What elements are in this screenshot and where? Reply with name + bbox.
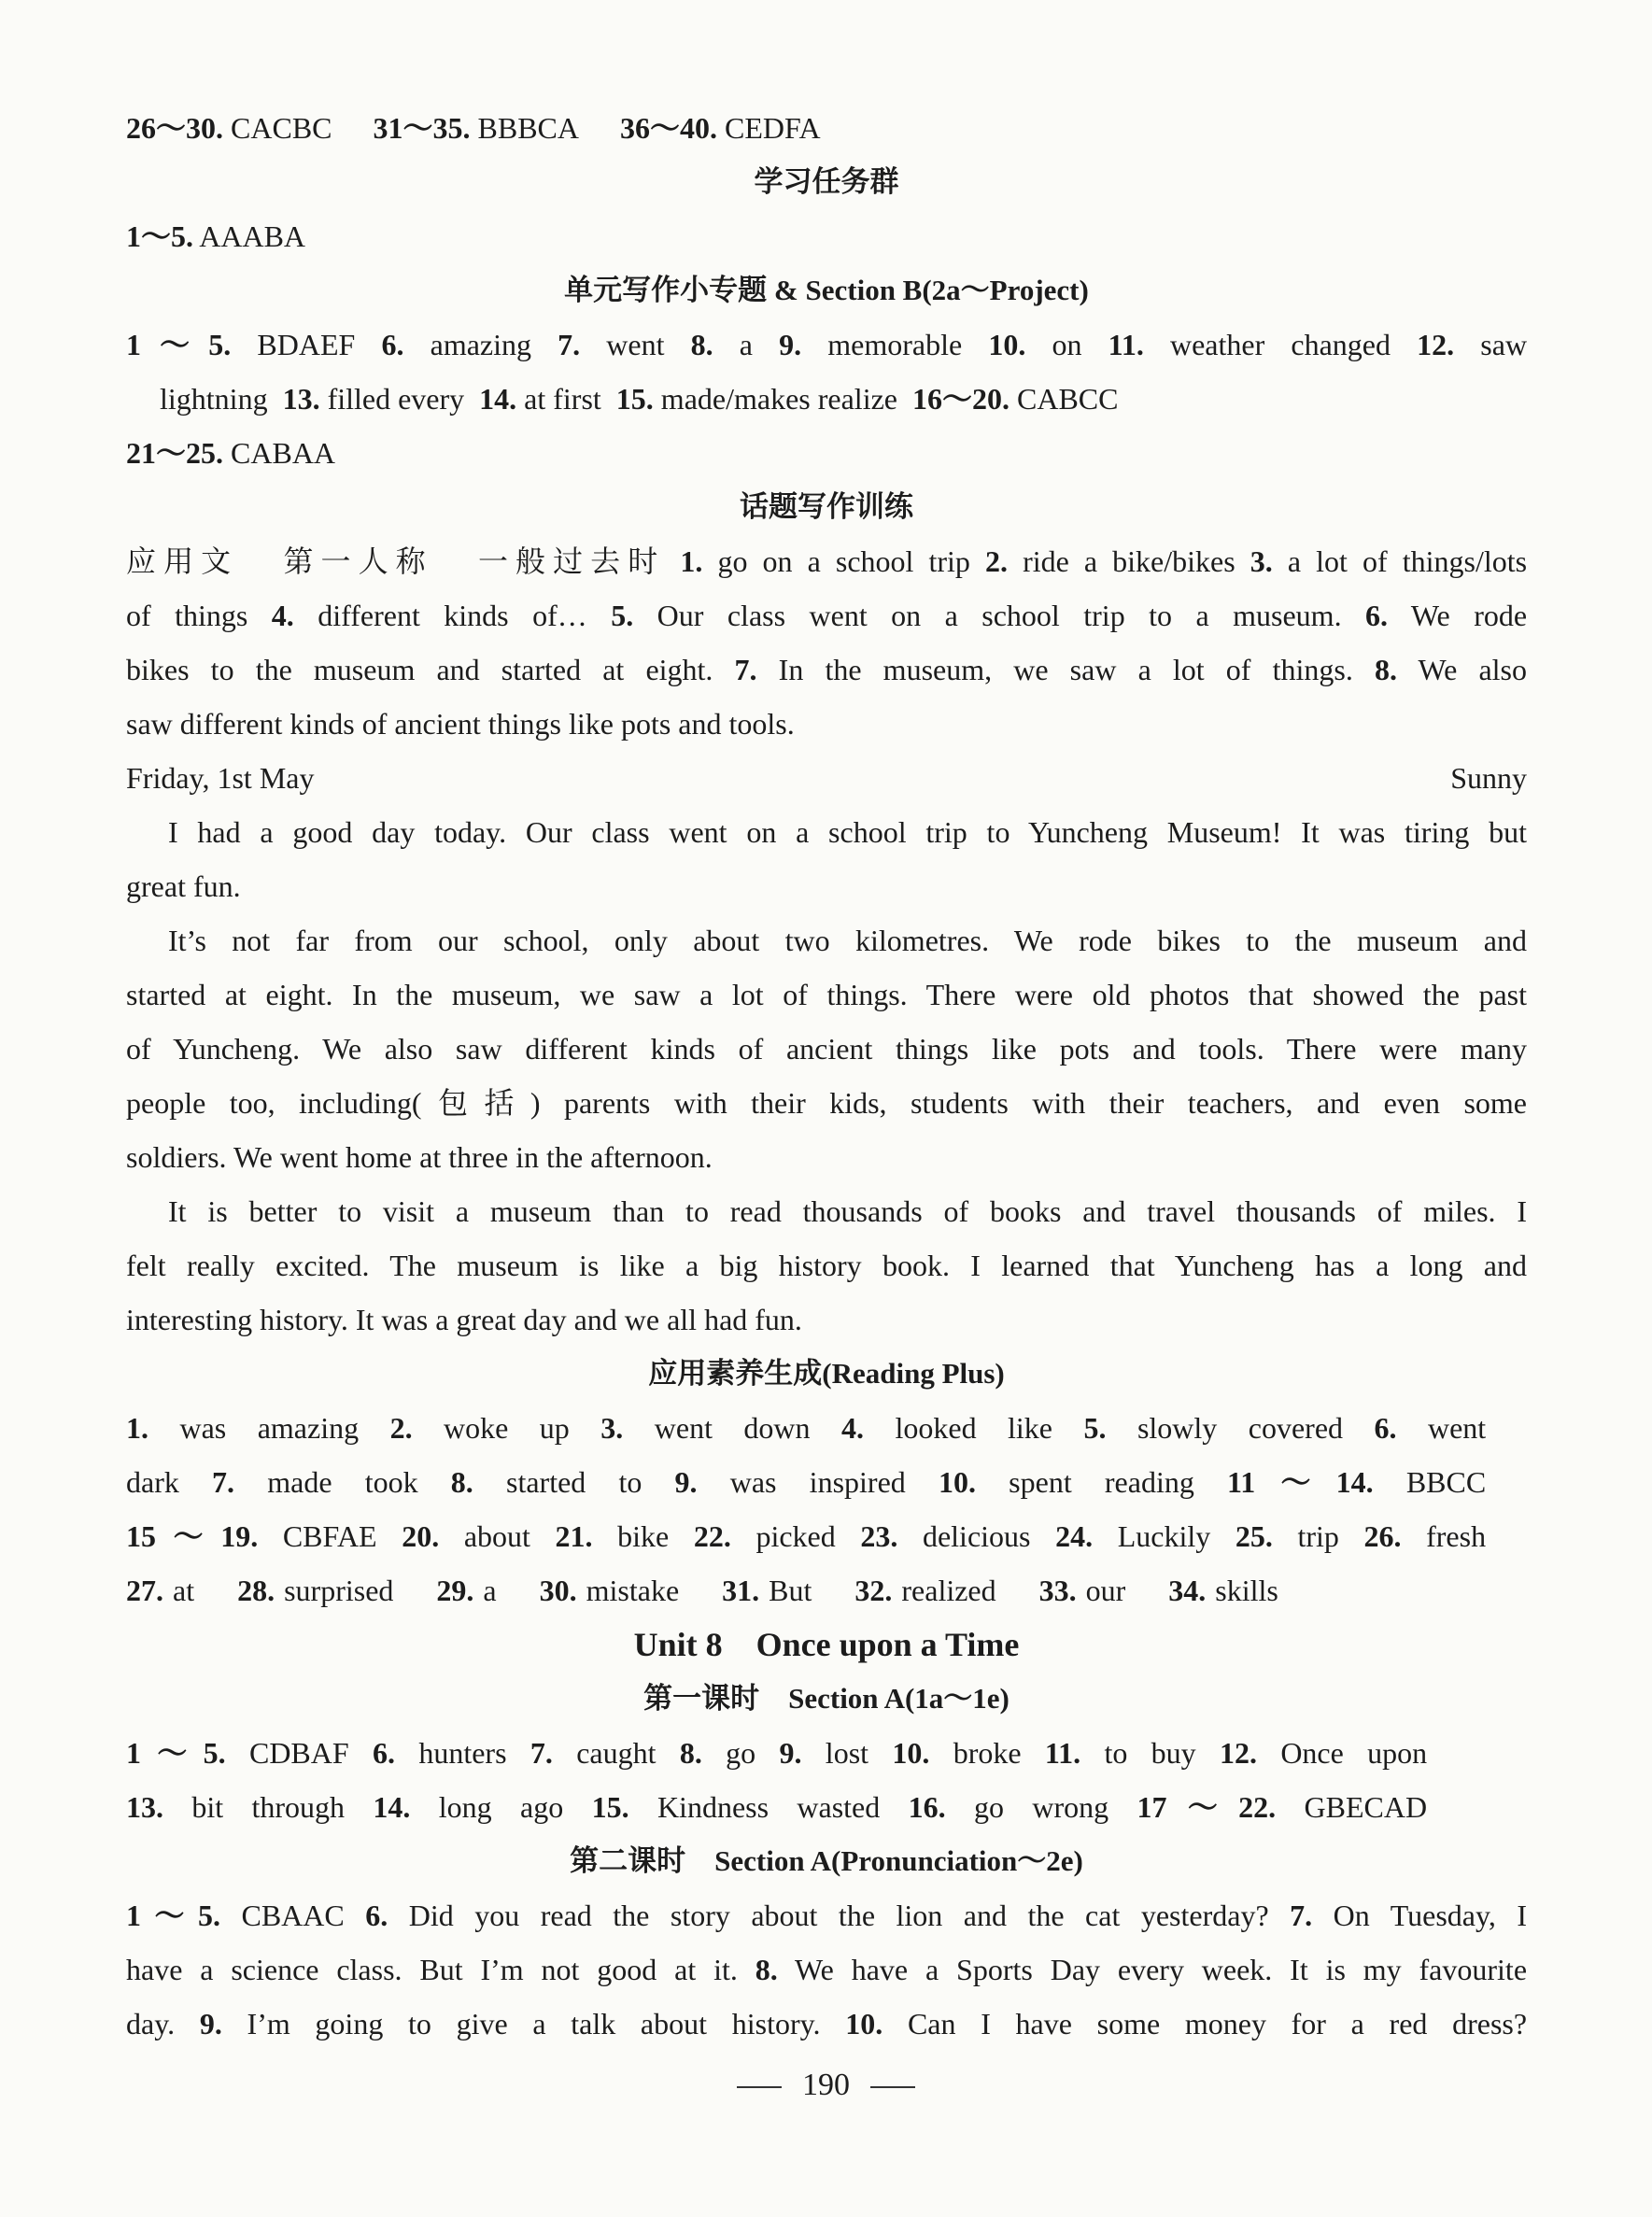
question-number: 20. <box>402 1519 440 1553</box>
answer: ride a bike/bikes <box>1023 544 1235 578</box>
paragraph-line: felt really excited. The museum is like a big history book. I learned that Yuncheng has a long and <box>126 1249 1527 1282</box>
answer-line <box>126 1726 1427 1780</box>
lesson-heading: 第二课时 Section A(Pronunciation～2e) <box>570 1844 1083 1877</box>
question-number: 3. <box>1250 544 1273 578</box>
question-number: 11. <box>1044 1736 1081 1770</box>
answer: spent reading <box>1009 1465 1194 1499</box>
page-footer <box>0 2058 1652 2112</box>
question-number: 4. <box>271 599 294 632</box>
question-range: 1～5. <box>126 1899 220 1932</box>
question-number: 12. <box>1417 328 1455 361</box>
question-number: 1. <box>680 544 703 578</box>
question-number: 2. <box>985 544 1008 578</box>
answer: at first <box>524 382 601 416</box>
answer: CBFAE <box>282 1519 377 1553</box>
question-number: 8. <box>450 1465 473 1499</box>
answer: BBBCA <box>477 111 579 145</box>
question-range: 11～14. <box>1227 1465 1374 1499</box>
question-range: 17～22. <box>1137 1790 1277 1824</box>
answer: have a science class. But I’m not good at it. <box>126 1953 738 1986</box>
question-number: 8. <box>755 1953 778 1986</box>
answer: lightning <box>160 382 268 416</box>
answer: saw <box>1480 328 1528 361</box>
answer: CBAAC <box>241 1899 345 1932</box>
answer: at <box>173 1574 195 1607</box>
answer-line: saw different kinds of ancient things like pots and tools. <box>126 707 795 741</box>
paragraph-line: of Yuncheng. We also saw different kinds of ancient things like pots and tools. There were many <box>126 1032 1527 1066</box>
answer: memorable <box>827 328 963 361</box>
paragraph-line: great fun. <box>126 869 241 903</box>
answer-line <box>126 372 1527 426</box>
answer: broke <box>953 1736 1022 1770</box>
answer-line <box>126 1997 1527 2051</box>
section-heading: 话题写作训练 <box>740 490 913 523</box>
answer: go wrong <box>973 1790 1109 1824</box>
question-range: 36～40. <box>620 111 718 145</box>
answer: picked <box>755 1519 836 1553</box>
answer: about <box>463 1519 530 1553</box>
answer: I’m going to give a talk about history. <box>247 2007 821 2040</box>
diary-header <box>126 751 1527 805</box>
question-number: 13. <box>282 382 320 416</box>
answer: bit through <box>191 1790 346 1824</box>
answer-line <box>126 588 1527 643</box>
section-heading: 学习任务群 <box>754 165 899 198</box>
answer: delicious <box>922 1519 1031 1553</box>
answer: caught <box>576 1736 657 1770</box>
question-number: 34. <box>1168 1574 1207 1607</box>
answer-line <box>126 1509 1486 1563</box>
question-number: 8. <box>1374 653 1397 686</box>
question-number: 4. <box>841 1411 864 1445</box>
answer: dark <box>126 1465 179 1499</box>
lesson-heading: 第一课时 Section A(1a～1e) <box>643 1682 1010 1715</box>
answer: a <box>739 328 753 361</box>
answer: made took <box>267 1465 418 1499</box>
question-number: 5. <box>1083 1411 1107 1445</box>
answer: to buy <box>1104 1736 1196 1770</box>
answer: a <box>483 1574 497 1607</box>
answer: slowly covered <box>1137 1411 1344 1445</box>
question-number: 32. <box>854 1574 893 1607</box>
question-number: 30. <box>539 1574 577 1607</box>
paragraph-line: It’s not far from our school, only about two kilometres. We rode bikes to the museum and <box>168 924 1527 957</box>
question-number: 25. <box>1235 1519 1273 1553</box>
question-number: 29. <box>436 1574 474 1607</box>
answer: started to <box>505 1465 642 1499</box>
question-number: 6. <box>1365 599 1389 632</box>
question-number: 24. <box>1055 1519 1094 1553</box>
label: 应用文 <box>126 544 239 578</box>
answer: fresh <box>1426 1519 1487 1553</box>
paragraph-line: people too, including(包括) parents with their kids, students with their teachers, and even some <box>126 1086 1527 1120</box>
answer: was inspired <box>729 1465 906 1499</box>
label: 第一人称 <box>283 544 433 578</box>
question-range: 1～5. <box>126 219 194 253</box>
answer: AAABA <box>199 219 306 253</box>
question-number: 9. <box>779 328 802 361</box>
answer: trip <box>1297 1519 1339 1553</box>
question-number: 15. <box>615 382 654 416</box>
answer: GBECAD <box>1304 1790 1428 1824</box>
question-number: 10. <box>938 1465 976 1499</box>
answer: We also <box>1418 653 1527 686</box>
answer: amazing <box>430 328 531 361</box>
answer: day. <box>126 2007 176 2040</box>
question-range: 15～19. <box>126 1519 259 1553</box>
question-number: 12. <box>1219 1736 1257 1770</box>
answer: went <box>1427 1411 1487 1445</box>
answer: Kindness wasted <box>657 1790 881 1824</box>
question-number: 16. <box>908 1790 946 1824</box>
answer: go <box>726 1736 756 1770</box>
question-number: 10. <box>892 1736 930 1770</box>
answer: We have a Sports Day every week. It is my favourite <box>795 1953 1528 1986</box>
answer-line <box>126 1401 1486 1455</box>
page-number: 190 <box>802 2068 850 2102</box>
question-number: 2. <box>389 1411 413 1445</box>
question-number: 7. <box>558 328 581 361</box>
answer: weather changed <box>1169 328 1391 361</box>
answer-line <box>126 209 1527 263</box>
answer-line <box>126 1563 1527 1617</box>
answer: BBCC <box>1405 1465 1487 1499</box>
question-number: 33. <box>1038 1574 1077 1607</box>
question-number: 6. <box>381 328 404 361</box>
question-range: 21～25. <box>126 436 224 470</box>
answer: hunters <box>418 1736 507 1770</box>
answer-line <box>126 643 1527 697</box>
question-number: 7. <box>1290 1899 1313 1932</box>
diary-date: Friday, 1st May <box>126 761 315 795</box>
label: 一般过去时 <box>477 544 666 578</box>
unit-title: Unit 8 Once upon a Time <box>633 1626 1020 1663</box>
question-number: 21. <box>555 1519 593 1553</box>
question-number: 1. <box>126 1411 148 1445</box>
answer: made/makes realize <box>660 382 897 416</box>
answer: We rode <box>1410 599 1528 632</box>
answer: realized <box>901 1574 996 1607</box>
paragraph-line: I had a good day today. Our class went on a school trip to Yuncheng Museum! It was tiring but <box>168 815 1527 849</box>
footer-dash <box>870 2086 915 2088</box>
question-number: 5. <box>611 599 634 632</box>
answer-line <box>126 1888 1527 1942</box>
section-heading: 应用素养生成(Reading Plus) <box>648 1357 1005 1390</box>
answer-line <box>126 318 1527 372</box>
answer: mistake <box>586 1574 680 1607</box>
answer: looked like <box>895 1411 1053 1445</box>
footer-dash <box>737 2086 782 2088</box>
paragraph-line: soldiers. We went home at three in the afternoon. <box>126 1140 713 1174</box>
answer: Luckily <box>1117 1519 1211 1553</box>
question-range: 26～30. <box>126 111 224 145</box>
question-number: 6. <box>365 1899 388 1932</box>
answer: our <box>1085 1574 1126 1607</box>
answer: surprised <box>284 1574 394 1607</box>
question-number: 15. <box>591 1790 629 1824</box>
question-number: 8. <box>679 1736 702 1770</box>
paragraph-line: It is better to visit a museum than to read thousands of books and travel thousands of miles. I <box>168 1194 1527 1228</box>
answer: of things <box>126 599 248 632</box>
question-range: 31～35. <box>373 111 471 145</box>
answer: filled every <box>327 382 465 416</box>
answer: went <box>606 328 665 361</box>
answer-line <box>126 1780 1427 1834</box>
answer: on <box>1052 328 1082 361</box>
answer: Did you read the story about the lion and the cat yesterday? <box>408 1899 1269 1932</box>
question-number: 9. <box>199 2007 222 2040</box>
answer: Our class went on a school trip to a museum. <box>657 599 1342 632</box>
answer: go on a school trip <box>717 544 970 578</box>
answer: Can I have some money for a red dress? <box>907 2007 1528 2040</box>
answer: Once upon <box>1280 1736 1428 1770</box>
answer: skills <box>1215 1574 1278 1607</box>
question-number: 9. <box>779 1736 802 1770</box>
answer: In the museum, we saw a lot of things. <box>778 653 1353 686</box>
question-number: 7. <box>734 653 757 686</box>
answer: But <box>769 1574 812 1607</box>
question-number: 14. <box>373 1790 411 1824</box>
question-number: 6. <box>373 1736 395 1770</box>
question-number: 3. <box>600 1411 624 1445</box>
question-number: 26. <box>1363 1519 1402 1553</box>
answer: woke up <box>444 1411 570 1445</box>
question-number: 11. <box>1108 328 1144 361</box>
question-number: 7. <box>529 1736 553 1770</box>
answer: long ago <box>438 1790 564 1824</box>
question-number: 9. <box>674 1465 698 1499</box>
question-number: 13. <box>126 1790 163 1824</box>
answer: CEDFA <box>725 111 821 145</box>
answer-line <box>126 534 1527 588</box>
answer: CACBC <box>231 111 332 145</box>
question-number: 22. <box>693 1519 731 1553</box>
answer: On Tuesday, I <box>1333 1899 1528 1932</box>
paragraph-line: started at eight. In the museum, we saw a lot of things. There were old photos that showed the past <box>126 978 1527 1011</box>
question-range: 1～5. <box>126 328 232 361</box>
answer: bikes to the museum and started at eight. <box>126 653 713 686</box>
question-number: 27. <box>126 1574 163 1607</box>
answer: was amazing <box>179 1411 360 1445</box>
answer-line <box>126 1455 1486 1509</box>
question-number: 8. <box>690 328 713 361</box>
answer: CABAA <box>231 436 336 470</box>
question-number: 10. <box>988 328 1026 361</box>
question-range: 1～5. <box>126 1736 226 1770</box>
answer: BDAEF <box>257 328 356 361</box>
question-number: 23. <box>860 1519 898 1553</box>
paragraph-line: interesting history. It was a great day and we all had fun. <box>126 1303 802 1336</box>
answer: different kinds of… <box>318 599 587 632</box>
question-number: 7. <box>212 1465 235 1499</box>
question-range: 16～20. <box>911 382 1010 416</box>
answer: lost <box>825 1736 869 1770</box>
answer-line <box>126 101 1527 155</box>
answer-line <box>126 426 1527 480</box>
question-number: 10. <box>845 2007 883 2040</box>
answer: CDBAF <box>248 1736 349 1770</box>
question-number: 31. <box>722 1574 760 1607</box>
question-number: 6. <box>1374 1411 1397 1445</box>
question-number: 28. <box>237 1574 275 1607</box>
answer: bike <box>617 1519 670 1553</box>
answer: went down <box>654 1411 811 1445</box>
question-number: 14. <box>479 382 517 416</box>
answer: CABCC <box>1017 382 1119 416</box>
answer: a lot of things/lots <box>1287 544 1528 578</box>
diary-weather: Sunny <box>1450 761 1527 795</box>
answer-line <box>126 1942 1527 1997</box>
section-heading: 单元写作小专题 & Section B(2a～Project) <box>564 274 1089 306</box>
